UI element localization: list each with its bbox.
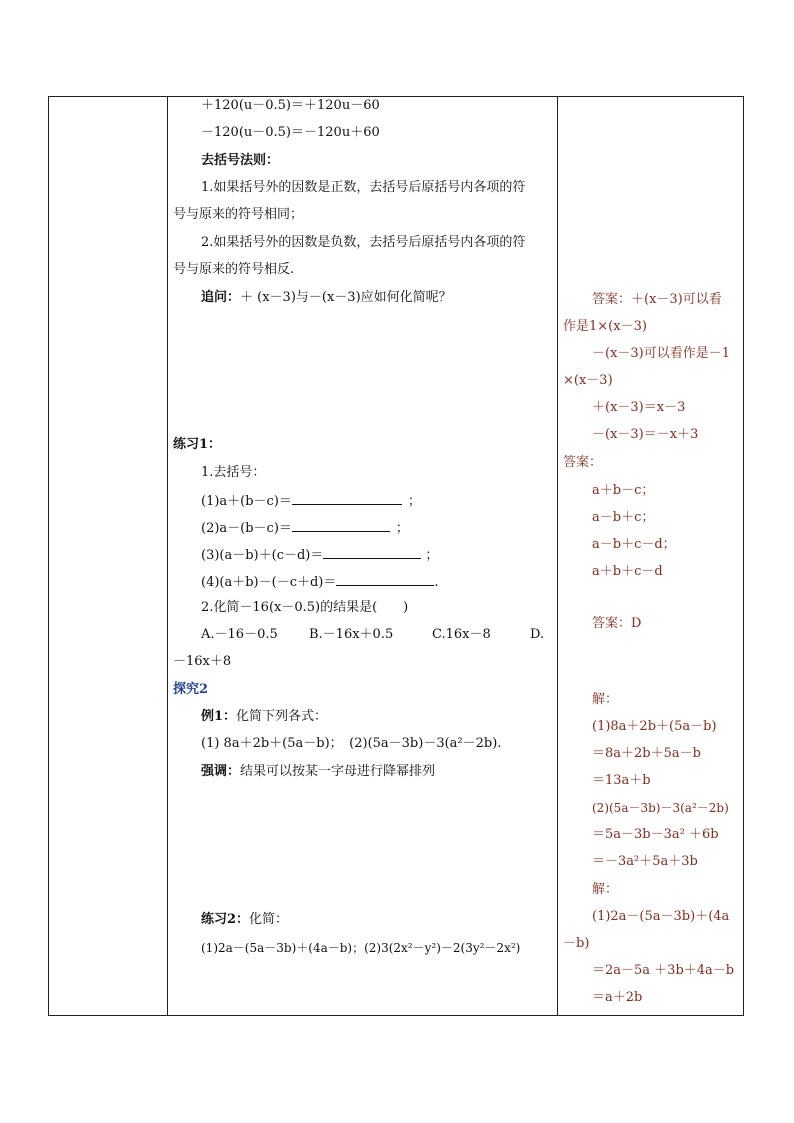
solution-2-line-2: －b) bbox=[563, 936, 590, 951]
exercise-1-item-d bbox=[201, 573, 439, 591]
answer-1-line-1: 答案：＋(x－3)可以看 bbox=[592, 292, 722, 307]
semicolon: ； bbox=[407, 494, 421, 509]
answer-blank-c bbox=[323, 546, 421, 559]
rule-2-line-b: 号与原来的符号相反. bbox=[173, 262, 295, 277]
option-b: B.－16x＋0.5 bbox=[309, 627, 394, 642]
answer-2-line-2: a－b＋c； bbox=[592, 510, 655, 525]
solution-1-line-6: ＝－3a²＋5a＋3b bbox=[592, 854, 698, 869]
answer-1-line-6: －(x－3)＝－x＋3 bbox=[592, 427, 699, 442]
exercise-1-q2: 2.化简－16(x－0.5)的结果是( ) bbox=[201, 600, 409, 615]
follow-up-text: ＋ (x－3)与－(x－3)应如何化简呢？ bbox=[240, 290, 452, 305]
exercise-1-q1: 1.去括号： bbox=[201, 465, 266, 480]
example-1-text: 化简下列各式： bbox=[236, 709, 328, 724]
solution-2-label: 解： bbox=[592, 882, 619, 897]
follow-up-label: 追问： bbox=[201, 290, 241, 305]
column-divider-2 bbox=[557, 97, 558, 1015]
follow-up-question bbox=[201, 290, 452, 306]
exercise-1-title: 练习1： bbox=[173, 437, 222, 452]
answer-2-line-3: a－b＋c－d； bbox=[592, 537, 676, 552]
period: . bbox=[434, 575, 439, 590]
solution-1-line-1: (1)8a＋2b＋(5a－b) bbox=[592, 719, 717, 734]
exercise-2-items: (1)2a－(5a－3b)＋(4a－b)；(2)3(2x²－y²)－2(3y²－2x²) bbox=[201, 941, 521, 955]
example-1-label: 例1： bbox=[201, 709, 237, 724]
rule-2-line-a: 2.如果括号外的因数是负数，去括号后原括号内各项的符 bbox=[201, 235, 526, 250]
answer-2-line-1: a＋b－c； bbox=[592, 483, 655, 498]
exercise-1-item-a bbox=[201, 492, 421, 510]
explore-2-heading: 探究2 bbox=[173, 682, 209, 697]
expansion-line-1: ＋120(u－0.5)＝＋120u－60 bbox=[201, 98, 380, 113]
answer-blank-b bbox=[292, 519, 390, 532]
exercise-1-item-b bbox=[201, 519, 409, 537]
expansion-line-2: －120(u－0.5)＝－120u＋60 bbox=[201, 125, 380, 140]
solution-1-line-2: ＝8a＋2b＋5a－b bbox=[592, 746, 701, 761]
answer-2-line-4: a＋b＋c－d bbox=[592, 564, 663, 579]
option-c: C.16x－8 bbox=[432, 627, 491, 642]
solution-1-line-3: ＝13a＋b bbox=[592, 773, 651, 788]
rule-1-line-b: 号与原来的符号相同； bbox=[173, 207, 304, 222]
item-d-text: (4)(a＋b)－(－c＋d)＝ bbox=[201, 575, 337, 590]
answer-blank-a bbox=[292, 492, 402, 505]
exercise-2-text: 化简： bbox=[249, 912, 289, 927]
answer-1-line-2: 作是1×(x－3) bbox=[563, 319, 647, 334]
exercise-1-item-c bbox=[201, 546, 438, 564]
exercise-2-label: 练习2： bbox=[201, 912, 250, 927]
solution-1-line-4: (2)(5a－3b)－3(a²－2b) bbox=[592, 801, 729, 815]
solution-2-line-4: ＝a＋2b bbox=[592, 990, 643, 1005]
option-d: D. bbox=[530, 627, 545, 642]
answer-blank-d bbox=[336, 573, 434, 586]
example-1-items: (1) 8a＋2b＋(5a－b)； (2)(5a－3b)－3(a²－2b). bbox=[201, 736, 502, 751]
answer-3: 答案：D bbox=[592, 616, 642, 631]
rule-1-line-a: 1.如果括号外的因数是正数，去括号后原括号内各项的符 bbox=[201, 180, 526, 195]
example-1 bbox=[201, 709, 327, 725]
option-a: A.－16－0.5 bbox=[201, 627, 278, 642]
option-d-continued: －16x＋8 bbox=[173, 654, 232, 669]
item-c-text: (3)(a－b)＋(c－d)＝ bbox=[201, 548, 324, 563]
solution-2-line-1: (1)2a－(5a－3b)＋(4a bbox=[592, 909, 730, 924]
solution-2-line-3: ＝2a－5a ＋3b＋4a－b bbox=[592, 963, 735, 978]
answer-1-line-5: ＋(x－3)＝x－3 bbox=[592, 400, 686, 415]
exercise-2 bbox=[201, 912, 288, 928]
answer-1-line-3: －(x－3)可以看作是－1 bbox=[592, 346, 731, 361]
semicolon: ； bbox=[425, 548, 439, 563]
solution-1-line-5: ＝5a－3b－3a² ＋6b bbox=[592, 827, 719, 842]
semicolon: ； bbox=[395, 521, 409, 536]
answer-1-line-4: ×(x－3) bbox=[563, 373, 613, 388]
rule-title: 去括号法则： bbox=[201, 153, 280, 168]
solution-1-label: 解： bbox=[592, 692, 619, 707]
answer-2-label: 答案： bbox=[563, 455, 603, 470]
item-a-text: (1)a＋(b－c)＝ bbox=[201, 494, 292, 509]
emphasis bbox=[201, 764, 435, 780]
item-b-text: (2)a－(b－c)＝ bbox=[201, 521, 292, 536]
column-divider-1 bbox=[167, 97, 168, 1015]
emphasis-label: 强调： bbox=[201, 764, 241, 779]
emphasis-text: 结果可以按某一字母进行降幂排列 bbox=[240, 764, 436, 779]
